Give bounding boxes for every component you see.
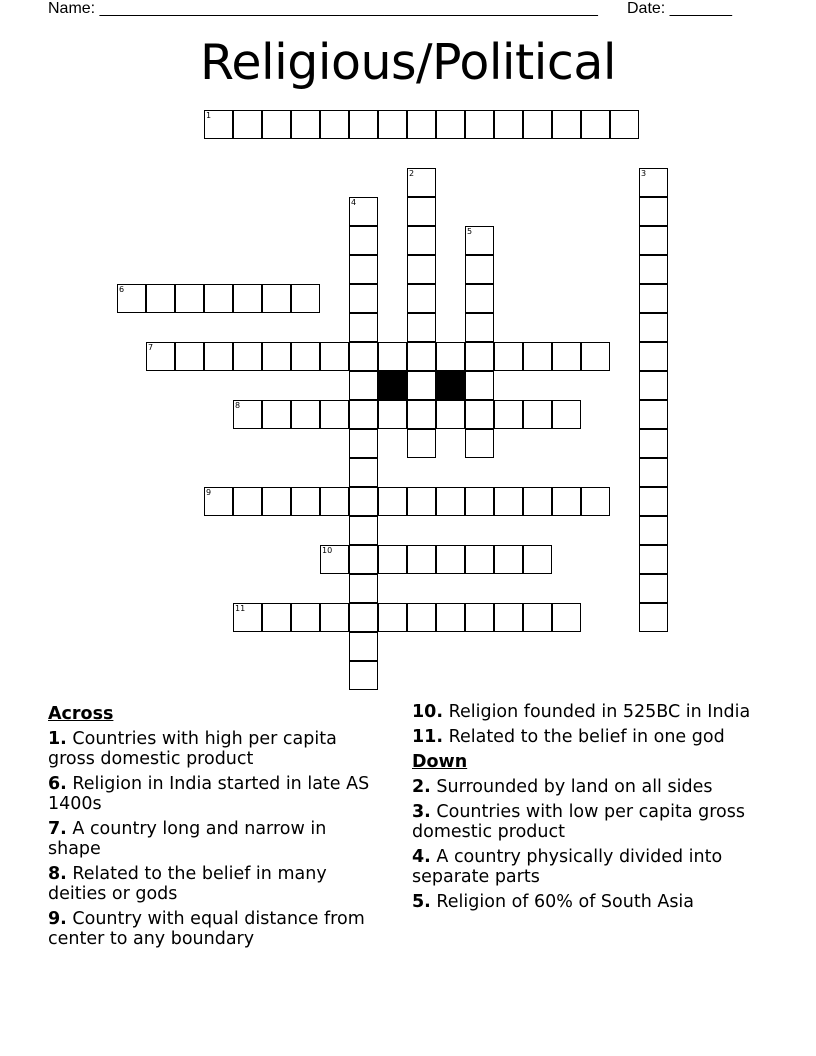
grid-cell[interactable]	[378, 110, 407, 139]
grid-cell[interactable]	[262, 400, 291, 429]
grid-cell[interactable]	[639, 284, 668, 313]
clues-left-column	[48, 702, 378, 954]
grid-cell[interactable]	[639, 226, 668, 255]
grid-cell[interactable]	[407, 255, 436, 284]
grid-cell[interactable]	[494, 487, 523, 516]
grid-cell[interactable]	[523, 342, 552, 371]
grid-cell[interactable]	[639, 545, 668, 574]
grid-cell[interactable]	[117, 284, 146, 313]
date-line: Date: _______	[627, 0, 732, 17]
name-line: Name: ________________________________________________________	[48, 0, 598, 17]
grid-cell[interactable]	[407, 487, 436, 516]
grid-cell[interactable]	[378, 545, 407, 574]
cell-number: 5	[467, 227, 473, 236]
grid-cell[interactable]	[204, 487, 233, 516]
grid-cell[interactable]	[233, 603, 262, 632]
cell-number: 10	[322, 546, 333, 555]
grid-cell[interactable]	[407, 284, 436, 313]
grid-cell[interactable]	[320, 400, 349, 429]
grid-cell[interactable]	[407, 313, 436, 342]
grid-cell[interactable]	[639, 197, 668, 226]
grid-cell[interactable]	[465, 110, 494, 139]
grid-cell[interactable]	[407, 226, 436, 255]
clue-down-4: 4. A country physically divided into separate parts	[412, 847, 723, 887]
clue-across-9: 9. Country with equal distance from center to any boundary	[48, 909, 365, 949]
grid-cell[interactable]	[639, 516, 668, 545]
grid-cell[interactable]	[639, 255, 668, 284]
grid-cell[interactable]	[146, 284, 175, 313]
grid-cell[interactable]	[523, 400, 552, 429]
grid-cell[interactable]	[349, 487, 378, 516]
grid-cell[interactable]	[436, 342, 465, 371]
grid-cell[interactable]	[233, 284, 262, 313]
clue-across-10: 10. Religion founded in 525BC in India	[412, 702, 751, 722]
grid-cell[interactable]	[349, 400, 378, 429]
grid-cell[interactable]	[320, 110, 349, 139]
grid-cell[interactable]	[465, 603, 494, 632]
grid-cell[interactable]	[233, 400, 262, 429]
grid-cell[interactable]	[639, 487, 668, 516]
grid-cell[interactable]	[552, 400, 581, 429]
cell-number: 6	[119, 285, 125, 294]
clue-down-5: 5. Religion of 60% of South Asia	[412, 892, 695, 912]
grid-cell[interactable]	[204, 284, 233, 313]
grid-cell[interactable]	[465, 255, 494, 284]
grid-cell[interactable]	[523, 603, 552, 632]
grid-cell[interactable]	[552, 603, 581, 632]
grid-cell[interactable]	[494, 545, 523, 574]
grid-cell[interactable]	[146, 342, 175, 371]
cell-number: 9	[206, 488, 212, 497]
grid-cell[interactable]	[291, 110, 320, 139]
grid-cell[interactable]	[552, 110, 581, 139]
grid-cell[interactable]	[465, 400, 494, 429]
grid-cell[interactable]	[436, 400, 465, 429]
grid-cell[interactable]	[349, 313, 378, 342]
grid-cell[interactable]	[523, 545, 552, 574]
grid-cell[interactable]	[465, 371, 494, 400]
grid-cell[interactable]	[349, 226, 378, 255]
grid-cell[interactable]	[465, 226, 494, 255]
grid-cell[interactable]	[407, 371, 436, 400]
grid-cell[interactable]	[349, 458, 378, 487]
clues-right-column	[412, 702, 772, 917]
grid-cell[interactable]	[436, 110, 465, 139]
grid-cell[interactable]	[465, 545, 494, 574]
grid-cell[interactable]	[262, 284, 291, 313]
grid-cell[interactable]	[465, 313, 494, 342]
grid-cell[interactable]	[349, 661, 378, 690]
grid-cell[interactable]	[233, 110, 262, 139]
grid-cell[interactable]	[204, 110, 233, 139]
clue-across-8: 8. Related to the belief in many deities or gods	[48, 864, 327, 904]
grid-cell[interactable]	[291, 400, 320, 429]
grid-cell[interactable]	[465, 284, 494, 313]
grid-cell[interactable]	[581, 487, 610, 516]
grid-cell[interactable]	[610, 110, 639, 139]
grid-cell[interactable]	[494, 342, 523, 371]
grid-cell[interactable]	[291, 342, 320, 371]
grid-cell[interactable]	[233, 342, 262, 371]
grid-cell[interactable]	[378, 342, 407, 371]
cell-number: 4	[351, 198, 357, 207]
clue-across-1: 1. Countries with high per capita gross domestic product	[48, 729, 337, 769]
grid-cell[interactable]	[523, 487, 552, 516]
grid-cell[interactable]	[349, 110, 378, 139]
clue-down-2: 2. Surrounded by land on all sides	[412, 777, 713, 797]
page-title: Religious/Political	[200, 34, 616, 91]
grid-cell[interactable]	[349, 574, 378, 603]
grid-cell[interactable]	[407, 400, 436, 429]
grid-cell[interactable]	[349, 255, 378, 284]
grid-cell[interactable]	[262, 603, 291, 632]
grid-cell[interactable]	[349, 545, 378, 574]
grid-cell[interactable]	[407, 168, 436, 197]
cell-number: 2	[409, 169, 415, 178]
across-heading: Across	[48, 704, 114, 724]
grid-cell[interactable]	[407, 603, 436, 632]
grid-cell[interactable]	[262, 487, 291, 516]
grid-cell[interactable]	[639, 429, 668, 458]
cell-number: 3	[641, 169, 647, 178]
grid-cell[interactable]	[407, 110, 436, 139]
grid-cell[interactable]	[552, 342, 581, 371]
grid-cell[interactable]	[378, 487, 407, 516]
grid-cell[interactable]	[349, 429, 378, 458]
grid-cell[interactable]	[349, 284, 378, 313]
grid-cell[interactable]	[581, 110, 610, 139]
grid-cell[interactable]	[349, 603, 378, 632]
cell-number: 1	[206, 111, 212, 120]
down-heading: Down	[412, 752, 468, 772]
grid-cell[interactable]	[349, 342, 378, 371]
grid-cell[interactable]	[436, 603, 465, 632]
grid-cell[interactable]	[320, 342, 349, 371]
cell-number: 8	[235, 401, 241, 410]
black-cell	[378, 371, 407, 400]
grid-cell[interactable]	[175, 342, 204, 371]
grid-cell[interactable]	[204, 342, 233, 371]
grid-cell[interactable]	[523, 110, 552, 139]
cell-number: 7	[148, 343, 154, 352]
clue-down-3: 3. Countries with low per capita gross domestic product	[412, 802, 745, 842]
grid-cell[interactable]	[320, 603, 349, 632]
grid-cell[interactable]	[320, 487, 349, 516]
grid-cell[interactable]	[465, 487, 494, 516]
grid-cell[interactable]	[349, 371, 378, 400]
grid-cell[interactable]	[639, 603, 668, 632]
grid-cell[interactable]	[378, 603, 407, 632]
grid-cell[interactable]	[233, 487, 262, 516]
grid-cell[interactable]	[639, 458, 668, 487]
grid-cell[interactable]	[407, 342, 436, 371]
grid-cell[interactable]	[262, 110, 291, 139]
grid-cell[interactable]	[320, 545, 349, 574]
grid-cell[interactable]	[494, 110, 523, 139]
grid-cell[interactable]	[349, 516, 378, 545]
grid-cell[interactable]	[291, 487, 320, 516]
grid-cell[interactable]	[639, 168, 668, 197]
cell-number: 11	[235, 604, 246, 613]
grid-cell[interactable]	[349, 197, 378, 226]
clue-across-6: 6. Religion in India started in late AS 1400s	[48, 774, 370, 814]
grid-cell[interactable]	[494, 400, 523, 429]
grid-cell[interactable]	[552, 487, 581, 516]
grid-cell[interactable]	[639, 400, 668, 429]
grid-cell[interactable]	[494, 603, 523, 632]
grid-cell[interactable]	[639, 313, 668, 342]
clue-across-7: 7. A country long and narrow in shape	[48, 819, 327, 859]
grid-cell[interactable]	[581, 342, 610, 371]
grid-cell[interactable]	[639, 574, 668, 603]
grid-cell[interactable]	[262, 342, 291, 371]
grid-cell[interactable]	[436, 545, 465, 574]
grid-cell[interactable]	[175, 284, 204, 313]
grid-cell[interactable]	[407, 429, 436, 458]
grid-cell[interactable]	[378, 400, 407, 429]
grid-cell[interactable]	[291, 603, 320, 632]
grid-cell[interactable]	[639, 342, 668, 371]
grid-cell[interactable]	[349, 632, 378, 661]
grid-cell[interactable]	[407, 197, 436, 226]
grid-cell[interactable]	[407, 545, 436, 574]
grid-cell[interactable]	[436, 487, 465, 516]
grid-cell[interactable]	[465, 429, 494, 458]
black-cell	[436, 371, 465, 400]
grid-cell[interactable]	[639, 371, 668, 400]
clue-across-11: 11. Related to the belief in one god	[412, 727, 725, 747]
grid-cell[interactable]	[465, 342, 494, 371]
grid-cell[interactable]	[291, 284, 320, 313]
